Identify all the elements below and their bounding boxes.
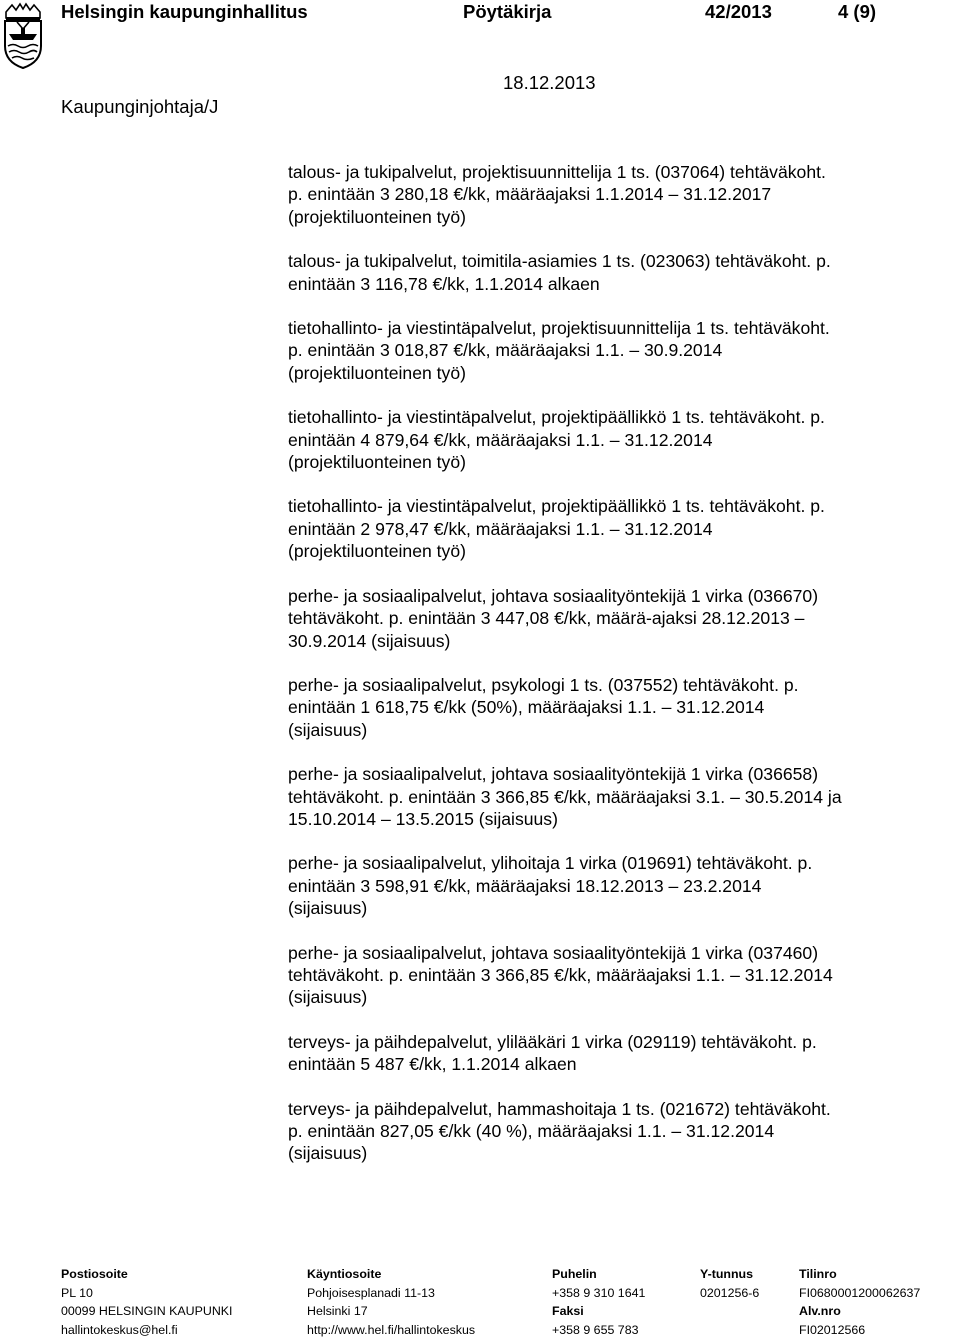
position-entry-line: perhe- ja sosiaalipalvelut, johtava sosiaalityöntekijä 1 virka (036670)	[288, 585, 819, 606]
footer-alvnro-label: Alv.nro	[799, 1304, 841, 1319]
position-entry-line: terveys- ja päihdepalvelut, ylilääkäri 1 virka (029119) tehtäväkoht. p.	[288, 1031, 817, 1052]
position-entry-line: (sijaisuus)	[288, 719, 368, 740]
footer-kayntiosoite-label: Käyntiosoite	[307, 1267, 382, 1281]
section-name: Kaupunginjohtaja/J	[61, 96, 219, 117]
position-entry-line: talous- ja tukipalvelut, toimitila-asiamies 1 ts. (023063) tehtäväkoht. p.	[288, 251, 831, 272]
position-entry	[288, 674, 948, 741]
document-type: Pöytäkirja	[463, 1, 552, 22]
footer-fax-number: +358 9 655 783	[552, 1322, 639, 1337]
position-entry-line: enintään 5 487 €/kk, 1.1.2014 alkaen	[288, 1054, 577, 1075]
position-entry-line: enintään 4 879,64 €/kk, määräajaksi 1.1. – 31.12.2014	[288, 429, 713, 450]
position-entry-line: (projektiluonteinen työ)	[288, 541, 466, 562]
position-entry-line: tietohallinto- ja viestintäpalvelut, projektisuunnittelija 1 ts. tehtäväkoht.	[288, 318, 830, 339]
footer-tilinro	[799, 1265, 920, 1339]
position-entry-line: tehtäväkoht. p. enintään 3 447,08 €/kk, määrä-ajaksi 28.12.2013 –	[288, 608, 805, 629]
footer-ytunnus	[700, 1265, 759, 1302]
position-entry-line: perhe- ja sosiaalipalvelut, psykologi 1 ts. (037552) tehtäväkoht. p.	[288, 674, 799, 695]
organization-name: Helsingin kaupunginhallitus	[61, 1, 308, 22]
page-number: 4 (9)	[838, 1, 877, 22]
footer-puhelin	[552, 1265, 645, 1339]
position-entry	[288, 585, 948, 652]
position-entry-line: terveys- ja päihdepalvelut, hammashoitaja 1 ts. (021672) tehtäväkoht.	[288, 1098, 831, 1119]
footer-postiosoite-city: 00099 HELSINGIN KAUPUNKI	[61, 1304, 233, 1319]
position-entry-line: enintään 2 978,47 €/kk, määräajaksi 1.1. – 31.12.2014	[288, 518, 713, 539]
document-number: 42/2013	[705, 1, 772, 22]
position-list	[288, 161, 948, 1187]
footer-tilinro-label: Tilinro	[799, 1267, 837, 1281]
position-entry	[288, 495, 948, 562]
footer-kayntiosoite-city: Helsinki 17	[307, 1304, 368, 1319]
position-entry-line: (sijaisuus)	[288, 898, 368, 919]
position-entry-line: tehtäväkoht. p. enintään 3 366,85 €/kk, määräajaksi 3.1. – 30.5.2014 ja	[288, 786, 842, 807]
position-entry-line: enintään 3 598,91 €/kk, määräajaksi 18.12.2013 – 23.2.2014	[288, 875, 762, 896]
footer-ytunnus-label: Y-tunnus	[700, 1267, 753, 1281]
position-entry	[288, 1098, 948, 1165]
footer-postiosoite	[61, 1265, 232, 1339]
footer-ytunnus-value: 0201256-6	[700, 1285, 760, 1300]
footer-website-link[interactable]: http://www.hel.fi/hallintokeskus	[307, 1322, 476, 1337]
position-entry-line: p. enintään 3 018,87 €/kk, määräajaksi 1.1. – 30.9.2014	[288, 340, 723, 361]
footer-faksi-label: Faksi	[552, 1304, 584, 1319]
position-entry	[288, 317, 948, 384]
position-entry-line: (projektiluonteinen työ)	[288, 206, 466, 227]
helsinki-crest-logo	[2, 2, 44, 70]
footer-phone-number: +358 9 310 1641	[552, 1285, 646, 1300]
position-entry-line: enintään 1 618,75 €/kk (50%), määräajaksi 1.1. – 31.12.2014	[288, 697, 765, 718]
position-entry-line: tietohallinto- ja viestintäpalvelut, projektipäällikkö 1 ts. tehtäväkoht. p.	[288, 496, 825, 517]
footer-postiosoite-box: PL 10	[61, 1285, 93, 1300]
position-entry-line: (projektiluonteinen työ)	[288, 362, 466, 383]
position-entry-line: 15.10.2014 – 13.5.2015 (sijaisuus)	[288, 808, 558, 829]
footer-kayntiosoite	[307, 1265, 475, 1339]
position-entry	[288, 852, 948, 919]
footer-kayntiosoite-street: Pohjoisesplanadi 11-13	[307, 1285, 435, 1300]
position-entry-line: (projektiluonteinen työ)	[288, 452, 466, 473]
footer-email-link[interactable]: hallintokeskus@hel.fi	[61, 1322, 178, 1337]
position-entry-line: p. enintään 827,05 €/kk (40 %), määräajaksi 1.1. – 31.12.2014	[288, 1121, 775, 1141]
position-entry	[288, 763, 948, 830]
position-entry	[288, 406, 948, 473]
position-entry	[288, 250, 948, 295]
position-entry-line: perhe- ja sosiaalipalvelut, ylihoitaja 1 virka (019691) tehtäväkoht. p.	[288, 853, 813, 874]
position-entry-line: perhe- ja sosiaalipalvelut, johtava sosiaalityöntekijä 1 virka (036658)	[288, 764, 819, 785]
position-entry	[288, 161, 948, 228]
position-entry-line: tehtäväkoht. p. enintään 3 366,85 €/kk, määräajaksi 1.1. – 31.12.2014	[288, 964, 833, 985]
position-entry-line: enintään 3 116,78 €/kk, 1.1.2014 alkaen	[288, 273, 600, 294]
position-entry-line: tietohallinto- ja viestintäpalvelut, projektipäällikkö 1 ts. tehtäväkoht. p.	[288, 407, 825, 428]
position-entry-line: talous- ja tukipalvelut, projektisuunnittelija 1 ts. (037064) tehtäväkoht.	[288, 162, 826, 182]
position-entry	[288, 1031, 948, 1076]
position-entry	[288, 942, 948, 1009]
footer-postiosoite-label: Postiosoite	[61, 1267, 128, 1281]
document-date: 18.12.2013	[503, 72, 596, 93]
footer-tilinro-value: FI0680001200062637	[799, 1285, 921, 1300]
footer-alvnro-value: FI02012566	[799, 1322, 866, 1337]
position-entry-line: (sijaisuus)	[288, 1143, 368, 1164]
position-entry-line: (sijaisuus)	[288, 987, 368, 1008]
footer-puhelin-label: Puhelin	[552, 1267, 597, 1281]
position-entry-line: p. enintään 3 280,18 €/kk, määräajaksi 1.1.2014 – 31.12.2017	[288, 184, 772, 205]
position-entry-line: perhe- ja sosiaalipalvelut, johtava sosiaalityöntekijä 1 virka (037460)	[288, 942, 819, 963]
position-entry-line: 30.9.2014 (sijaisuus)	[288, 630, 451, 651]
